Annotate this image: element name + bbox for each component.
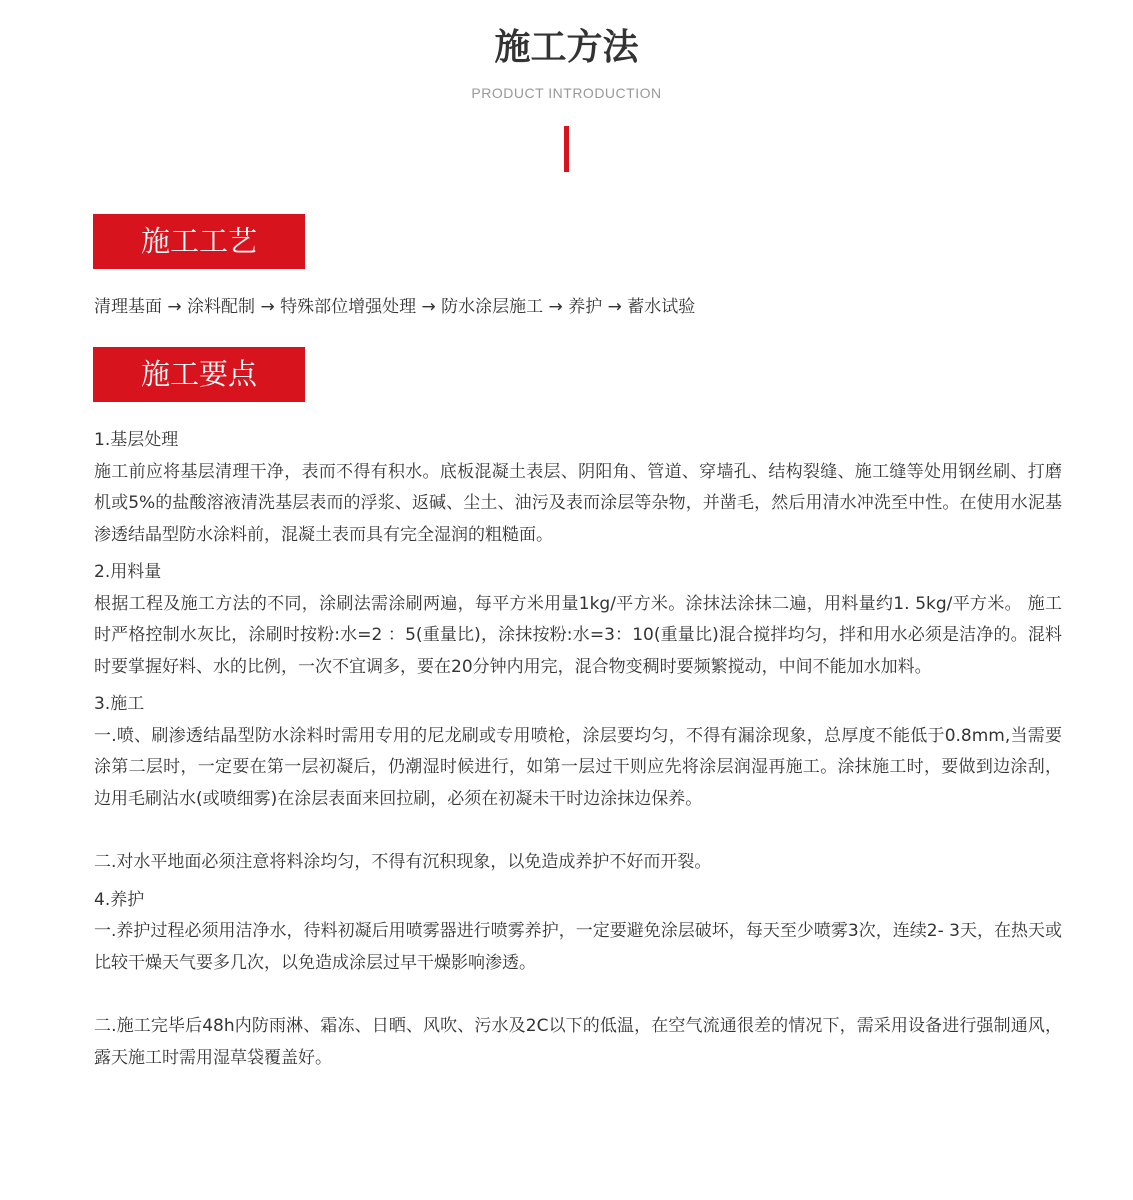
item-heading-base-treatment: 1.基层处理 — [94, 430, 179, 450]
process-flow: 清理基面 → 涂料配制 → 特殊部位增强处理 → 防水涂层施工 → 养护 → 蓄水试验 — [94, 297, 696, 317]
section-badge-key-points: 施工要点 — [93, 347, 305, 402]
page-subtitle: PRODUCT INTRODUCTION — [471, 85, 662, 101]
paragraph-material-usage: 根据工程及施工方法的不同，涂刷法需涂刷两遍，每平方米用量1kg/平方米。涂抹法涂抹二遍，用料量约1. 5kg/平方米。 施工时严格控制水灰比，涂刷时按粉:水=2 ：5(重量比)，涂抹按粉:水=3：10(重量比)混合搅拌均匀，拌和用水必须是洁净的。混料时要掌握好料、水的比例，一次不宜调多，要在20分钟内用完，混合物变稠时要频繁搅动，中间不能加水加料。 — [94, 593, 1062, 677]
item-heading-material-usage: 2.用料量 — [94, 562, 162, 582]
paragraph-curing-2: 二.施工完毕后48h内防雨淋、霜冻、日晒、风吹、污水及2C以下的低温，在空气流通很差的情况下，需采用设备进行强制通风，露天施工时需用湿草袋覆盖好。 — [94, 1016, 1062, 1068]
title-divider — [564, 126, 569, 172]
item-heading-construction: 3.施工 — [94, 694, 145, 714]
section-badge-process: 施工工艺 — [93, 214, 305, 269]
item-heading-curing: 4.养护 — [94, 889, 145, 910]
paragraph-base-treatment: 施工前应将基层清理干净，表而不得有积水。底板混凝土表层、阴阳角、管道、穿墙孔、结构裂缝、施工缝等处用钢丝刷、打磨机或5%的盐酸溶液清洗基层表而的浮浆、返碱、尘土、油污及表而涂层等杂物，并凿毛，然后用清水冲洗至中性。在使用水泥基渗透结晶型防水涂料前，混凝土表而具有完全湿润的粗糙面。 — [94, 461, 1062, 545]
page-title: 施工方法 — [494, 27, 639, 68]
paragraph-construction-2: 二.对水平地面必须注意将料涂均匀，不得有沉积现象，以免造成养护不好而开裂。 — [94, 852, 712, 872]
key-points-content — [94, 425, 1062, 1074]
paragraph-curing-1: 一.养护过程必须用洁净水，待料初凝后用喷雾器进行喷雾养护，一定要避免涂层破坏，每天至少喷雾3次，连续2- 3天，在热天或比较干燥天气要多几次，以免造成涂层过早干燥影响渗透。 — [94, 921, 1062, 973]
paragraph-construction-1: 一.喷、刷渗透结晶型防水涂料时需用专用的尼龙刷或专用喷枪，涂层要均匀，不得有漏涂现象，总厚度不能低于0.8mm,当需要涂第二层时，一定要在第一层初凝后，仍潮湿时候进行，如第一层过干则应先将涂层润湿再施工。涂抹施工时，要做到边涂刮，边用毛刷沾水(或喷细雾)在涂层表面来回拉刷，必须在初凝未干时边涂抹边保养。 — [94, 725, 1062, 809]
